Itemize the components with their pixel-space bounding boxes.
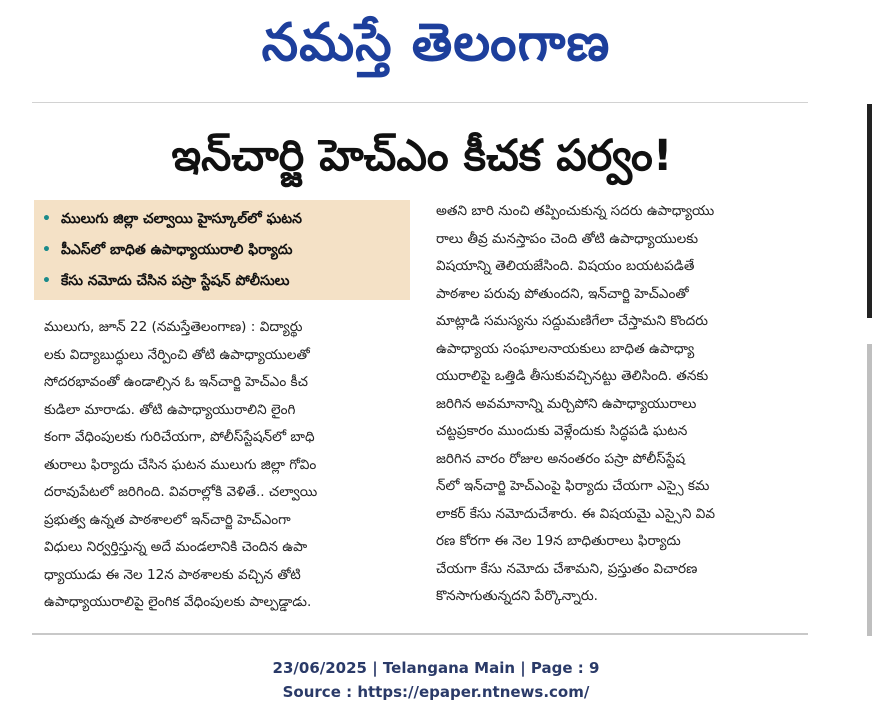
article-column-right [436, 198, 820, 611]
text-line: చట్టప్రకారం ముందుకు వెళ్లేందుకు సిద్ధపడి ఘటన [436, 423, 688, 439]
highlight-text: పీఎస్‌లో బాధిత ఉపాధ్యాయురాలి ఫిర్యాదు [60, 242, 293, 258]
text-line: రణ కోరగా ఈ నెల 19న బాధితురాలు ఫిర్యాదు [436, 533, 681, 549]
text-line: మాట్లాడి సమస్యను సద్దుమణిగేలా చేస్తామని కొందరు [436, 313, 709, 329]
text-line: కంగా వేధింపులకు గురిచేయగా, పోలీస్‌స్టేషన్‌లో బాధి [44, 429, 315, 445]
footer-source-link[interactable]: Source : https://epaper.ntnews.com/ [282, 683, 590, 701]
highlights-list [34, 200, 410, 297]
article-paragraph-left [44, 314, 416, 617]
text-line: న్‌లో ఇన్‌చార్జి హెచ్‌ఎంపై ఫిర్యాదు చేయగా ఎస్సై కమ [436, 478, 710, 494]
top-divider [32, 102, 808, 103]
text-line: యురాలిపై ఒత్తిడి తీసుకువచ్చినట్టు తెలిసింది. తనకు [436, 368, 709, 384]
text-line: ప్రభుత్వ ఉన్నత పాఠశాలలో ఇన్‌చార్జి హెచ్‌ఎంగా [44, 511, 291, 528]
article-column-left [44, 314, 416, 617]
text-line: లకు విద్యాబుద్ధులు నేర్పించి తోటి ఉపాధ్యాయులతో [44, 346, 310, 363]
highlight-item [42, 204, 410, 235]
text-line: ములుగు, జూన్ 22 (నమస్తేతెలంగాణ) : విద్యార్థు [44, 319, 303, 335]
text-line: రాలు తీవ్ర మనస్తాపం చెంది తోటి ఉపాధ్యాయులకు [436, 230, 699, 247]
highlight-item [42, 266, 410, 297]
highlight-text: ములుగు జిల్లా చల్వాయి హైస్కూల్‌లో ఘటన [60, 211, 302, 227]
text-line: విషయాన్ని తెలియజేసింది. విషయం బయటపడితే [436, 258, 695, 274]
text-line: తురాలు ఫిర్యాదు చేసిన ఘటన ములుగు జిల్లా గోవిం [44, 456, 317, 473]
text-line: చేయగా కేసు నమోదు చేశామని, ప్రస్తుతం విచారణ [436, 560, 698, 577]
newspaper-masthead: నమస్తే తెలంగాణ [261, 13, 611, 73]
article-headline: ఇన్‌చార్జి హెచ్‌ఎం కీచక పర్వం! [171, 131, 673, 181]
text-line: ఉపాధ్యాయురాలిపై లైంగిక వేధింపులకు పాల్పడ్డాడు. [44, 594, 312, 610]
highlight-text: కేసు నమోదు చేసిన పస్రా స్టేషన్ పోలీసులు [60, 273, 290, 289]
adjacent-article-edge [867, 344, 872, 636]
footer-date-edition: 23/06/2025 | Telangana Main | Page : 9 [272, 659, 600, 677]
bottom-divider [32, 633, 808, 635]
bullet-icon: • [42, 211, 51, 227]
text-line: ఉపాధ్యాయ సంఘాలనాయకులు బాధిత ఉపాధ్యా [436, 340, 695, 357]
text-line: దరావుపేటలో జరిగింది. వివరాల్లోకి వెళితే.. చల్వాయి [44, 484, 318, 500]
footer [0, 656, 872, 704]
text-line: జరిగిన వారం రోజుల అనంతరం పస్రా పోలీస్‌స్టేష [436, 450, 686, 467]
text-line: జరిగిన అవమానాన్ని మర్చిపోని ఉపాధ్యాయురాలు [436, 395, 697, 412]
highlight-item [42, 235, 410, 266]
bullet-icon: • [42, 242, 51, 258]
bullet-icon: • [42, 273, 51, 289]
article-paragraph-right [436, 198, 820, 611]
text-line: అతని బారి నుంచి తప్పించుకున్న సదరు ఉపాధ్యాయు [436, 203, 715, 219]
text-line: లాకర్ కేసు నమోదుచేశారు. ఈ విషయమై ఎస్సైని వివ [436, 505, 716, 522]
text-line: కొనసాగుతున్నదని పేర్కొన్నారు. [436, 588, 598, 604]
highlights-box [34, 200, 410, 300]
text-line: సోదరభావంతో ఉండాల్సిన ఓ ఇన్‌చార్జి హెచ్‌ఎం కీచ [44, 374, 308, 390]
text-line: కుడిలా మారాడు. తోటి ఉపాధ్యాయురాలిని లైంగి [44, 401, 296, 418]
adjacent-article-edge [867, 104, 872, 318]
text-line: విధులు నిర్వర్తిస్తున్న అదే మండలానికి చెందిన ఉపా [44, 539, 308, 555]
text-line: పాఠశాల పరువు పోతుందని, ఇన్‌చార్జి హెచ్‌ఎంతో [436, 285, 689, 302]
text-line: ధ్యాయుడు ఈ నెల 12న పాఠశాలకు వచ్చిన తోటి [44, 566, 301, 583]
